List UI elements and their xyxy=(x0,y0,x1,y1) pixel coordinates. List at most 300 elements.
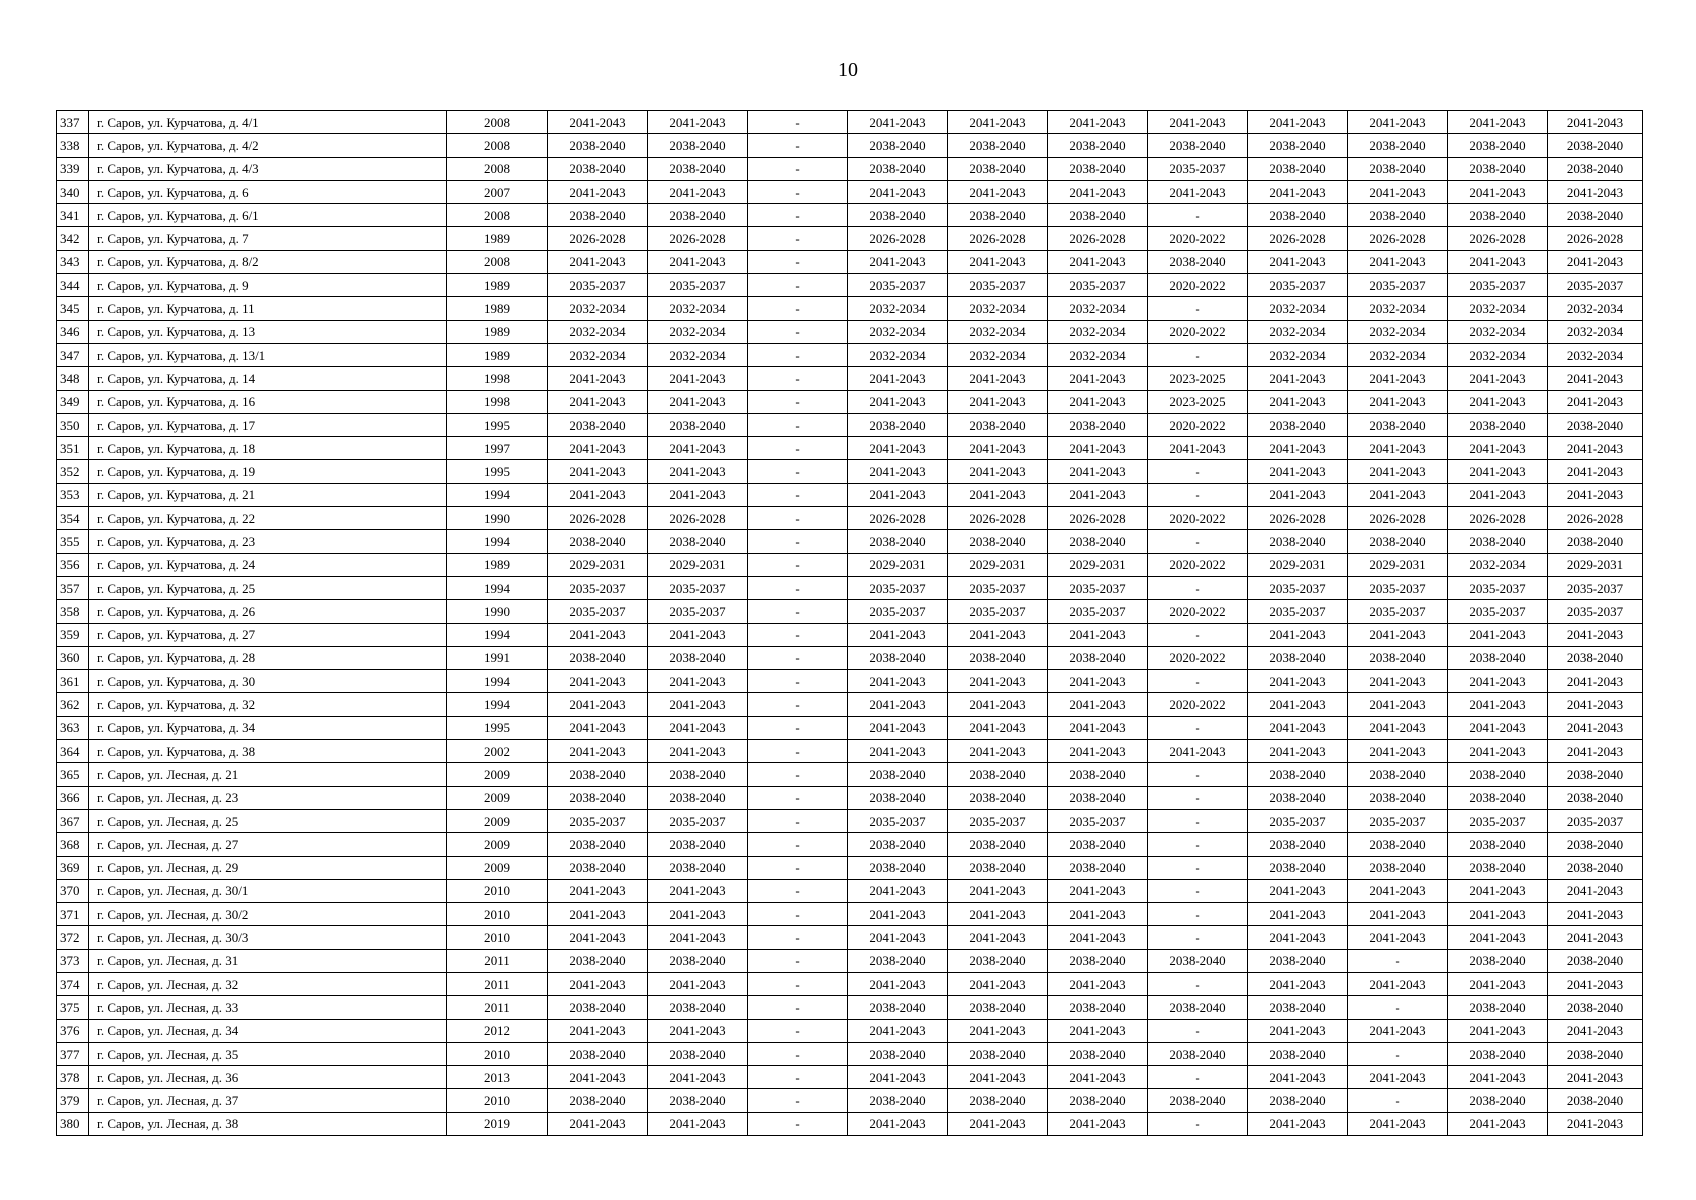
cell-col-3: - xyxy=(748,646,848,669)
cell-address: г. Саров, ул. Лесная, д. 23 xyxy=(89,786,447,809)
cell-col-9: 2038-2040 xyxy=(1348,157,1448,180)
cell-col-8: 2038-2040 xyxy=(1248,157,1348,180)
cell-col-11: 2041-2043 xyxy=(1548,1112,1643,1135)
cell-year: 1998 xyxy=(447,390,548,413)
cell-col-7: - xyxy=(1148,1112,1248,1135)
cell-address: г. Саров, ул. Курчатова, д. 6/1 xyxy=(89,204,447,227)
cell-col-6: 2038-2040 xyxy=(1048,646,1148,669)
table-row xyxy=(57,343,1643,366)
cell-address: г. Саров, ул. Курчатова, д. 23 xyxy=(89,530,447,553)
cell-col-6: 2035-2037 xyxy=(1048,274,1148,297)
cell-col-8: 2038-2040 xyxy=(1248,763,1348,786)
cell-col-11: 2038-2040 xyxy=(1548,1042,1643,1065)
cell-col-6: 2038-2040 xyxy=(1048,996,1148,1019)
cell-col-6: 2041-2043 xyxy=(1048,1019,1148,1042)
cell-col-6: 2029-2031 xyxy=(1048,553,1148,576)
table-row xyxy=(57,460,1643,483)
cell-col-11: 2041-2043 xyxy=(1548,1066,1643,1089)
cell-col-7: - xyxy=(1148,204,1248,227)
cell-row-number: 340 xyxy=(57,180,89,203)
cell-col-8: 2041-2043 xyxy=(1248,623,1348,646)
table-row xyxy=(57,483,1643,506)
cell-year: 1995 xyxy=(447,413,548,436)
table-row xyxy=(57,1089,1643,1112)
cell-col-7: - xyxy=(1148,716,1248,739)
table-row xyxy=(57,297,1643,320)
cell-col-8: 2038-2040 xyxy=(1248,1089,1348,1112)
cell-col-9: 2041-2043 xyxy=(1348,740,1448,763)
cell-col-4: 2035-2037 xyxy=(848,576,948,599)
cell-col-9: 2035-2037 xyxy=(1348,600,1448,623)
cell-col-9: 2038-2040 xyxy=(1348,763,1448,786)
cell-col-5: 2038-2040 xyxy=(948,833,1048,856)
cell-row-number: 351 xyxy=(57,437,89,460)
cell-address: г. Саров, ул. Курчатова, д. 17 xyxy=(89,413,447,436)
cell-year: 1995 xyxy=(447,716,548,739)
cell-year: 1994 xyxy=(447,483,548,506)
cell-col-1: 2038-2040 xyxy=(548,996,648,1019)
table-row xyxy=(57,809,1643,832)
cell-year: 1991 xyxy=(447,646,548,669)
cell-col-9: 2041-2043 xyxy=(1348,437,1448,460)
table-row xyxy=(57,111,1643,134)
cell-col-11: 2041-2043 xyxy=(1548,972,1643,995)
cell-col-7: - xyxy=(1148,856,1248,879)
cell-col-6: 2041-2043 xyxy=(1048,390,1148,413)
cell-col-8: 2041-2043 xyxy=(1248,879,1348,902)
cell-col-1: 2038-2040 xyxy=(548,856,648,879)
cell-row-number: 372 xyxy=(57,926,89,949)
table-row xyxy=(57,157,1643,180)
cell-col-1: 2041-2043 xyxy=(548,483,648,506)
cell-row-number: 360 xyxy=(57,646,89,669)
cell-col-6: 2038-2040 xyxy=(1048,833,1148,856)
cell-address: г. Саров, ул. Курчатова, д. 14 xyxy=(89,367,447,390)
cell-col-7: 2041-2043 xyxy=(1148,111,1248,134)
cell-row-number: 343 xyxy=(57,250,89,273)
cell-col-3: - xyxy=(748,134,848,157)
cell-col-4: 2038-2040 xyxy=(848,996,948,1019)
cell-col-11: 2041-2043 xyxy=(1548,250,1643,273)
cell-col-6: 2038-2040 xyxy=(1048,530,1148,553)
cell-col-5: 2041-2043 xyxy=(948,111,1048,134)
cell-col-3: - xyxy=(748,903,848,926)
cell-col-2: 2038-2040 xyxy=(648,1089,748,1112)
cell-col-8: 2041-2043 xyxy=(1248,437,1348,460)
cell-col-1: 2038-2040 xyxy=(548,833,648,856)
cell-col-8: 2041-2043 xyxy=(1248,1066,1348,1089)
table-row xyxy=(57,367,1643,390)
cell-col-4: 2041-2043 xyxy=(848,879,948,902)
cell-col-1: 2041-2043 xyxy=(548,250,648,273)
cell-col-3: - xyxy=(748,320,848,343)
cell-col-10: 2038-2040 xyxy=(1448,134,1548,157)
cell-col-6: 2038-2040 xyxy=(1048,1089,1148,1112)
cell-col-2: 2041-2043 xyxy=(648,367,748,390)
cell-col-1: 2038-2040 xyxy=(548,1042,648,1065)
cell-col-11: 2038-2040 xyxy=(1548,157,1643,180)
cell-col-11: 2041-2043 xyxy=(1548,926,1643,949)
cell-col-10: 2041-2043 xyxy=(1448,903,1548,926)
cell-col-2: 2041-2043 xyxy=(648,250,748,273)
cell-address: г. Саров, ул. Курчатова, д. 22 xyxy=(89,507,447,530)
cell-col-10: 2041-2043 xyxy=(1448,460,1548,483)
cell-col-6: 2038-2040 xyxy=(1048,1042,1148,1065)
cell-col-11: 2038-2040 xyxy=(1548,786,1643,809)
cell-col-1: 2038-2040 xyxy=(548,949,648,972)
cell-col-11: 2038-2040 xyxy=(1548,856,1643,879)
cell-col-11: 2038-2040 xyxy=(1548,204,1643,227)
cell-col-5: 2041-2043 xyxy=(948,180,1048,203)
cell-col-9: 2032-2034 xyxy=(1348,320,1448,343)
cell-col-3: - xyxy=(748,1066,848,1089)
cell-col-2: 2035-2037 xyxy=(648,600,748,623)
table-row xyxy=(57,716,1643,739)
cell-col-9: 2035-2037 xyxy=(1348,274,1448,297)
table-row xyxy=(57,949,1643,972)
cell-col-9: 2041-2043 xyxy=(1348,1019,1448,1042)
cell-col-6: 2041-2043 xyxy=(1048,1112,1148,1135)
cell-year: 2009 xyxy=(447,856,548,879)
cell-col-4: 2035-2037 xyxy=(848,274,948,297)
cell-col-7: 2023-2025 xyxy=(1148,390,1248,413)
cell-col-3: - xyxy=(748,576,848,599)
cell-col-5: 2038-2040 xyxy=(948,157,1048,180)
cell-year: 2008 xyxy=(447,204,548,227)
cell-col-1: 2041-2043 xyxy=(548,670,648,693)
cell-col-10: 2041-2043 xyxy=(1448,693,1548,716)
cell-col-5: 2038-2040 xyxy=(948,646,1048,669)
cell-col-1: 2041-2043 xyxy=(548,693,648,716)
table-row xyxy=(57,996,1643,1019)
cell-col-7: - xyxy=(1148,460,1248,483)
cell-col-2: 2032-2034 xyxy=(648,297,748,320)
cell-col-1: 2041-2043 xyxy=(548,180,648,203)
cell-col-6: 2041-2043 xyxy=(1048,367,1148,390)
cell-row-number: 363 xyxy=(57,716,89,739)
cell-col-2: 2038-2040 xyxy=(648,949,748,972)
cell-row-number: 367 xyxy=(57,809,89,832)
cell-address: г. Саров, ул. Курчатова, д. 18 xyxy=(89,437,447,460)
cell-year: 1994 xyxy=(447,623,548,646)
cell-col-1: 2026-2028 xyxy=(548,507,648,530)
cell-col-1: 2032-2034 xyxy=(548,297,648,320)
cell-col-2: 2041-2043 xyxy=(648,1019,748,1042)
cell-col-3: - xyxy=(748,670,848,693)
cell-year: 2009 xyxy=(447,763,548,786)
cell-year: 2019 xyxy=(447,1112,548,1135)
cell-address: г. Саров, ул. Лесная, д. 25 xyxy=(89,809,447,832)
cell-col-4: 2026-2028 xyxy=(848,507,948,530)
cell-row-number: 353 xyxy=(57,483,89,506)
cell-col-2: 2041-2043 xyxy=(648,1112,748,1135)
cell-col-7: - xyxy=(1148,343,1248,366)
cell-row-number: 366 xyxy=(57,786,89,809)
cell-address: г. Саров, ул. Лесная, д. 30/2 xyxy=(89,903,447,926)
cell-col-7: - xyxy=(1148,809,1248,832)
cell-col-5: 2041-2043 xyxy=(948,716,1048,739)
cell-col-2: 2041-2043 xyxy=(648,623,748,646)
cell-col-5: 2041-2043 xyxy=(948,460,1048,483)
cell-year: 2009 xyxy=(447,833,548,856)
cell-col-1: 2038-2040 xyxy=(548,763,648,786)
cell-col-3: - xyxy=(748,740,848,763)
cell-col-4: 2041-2043 xyxy=(848,1019,948,1042)
cell-col-9: 2041-2043 xyxy=(1348,879,1448,902)
cell-col-8: 2041-2043 xyxy=(1248,367,1348,390)
cell-col-9: 2038-2040 xyxy=(1348,413,1448,436)
cell-row-number: 358 xyxy=(57,600,89,623)
cell-col-10: 2026-2028 xyxy=(1448,227,1548,250)
cell-col-5: 2041-2043 xyxy=(948,693,1048,716)
cell-col-6: 2041-2043 xyxy=(1048,879,1148,902)
cell-col-3: - xyxy=(748,111,848,134)
cell-col-10: 2038-2040 xyxy=(1448,856,1548,879)
cell-col-4: 2041-2043 xyxy=(848,1112,948,1135)
data-table xyxy=(56,110,1643,1136)
cell-col-6: 2038-2040 xyxy=(1048,157,1148,180)
cell-col-10: 2041-2043 xyxy=(1448,1112,1548,1135)
cell-col-7: 2038-2040 xyxy=(1148,134,1248,157)
cell-address: г. Саров, ул. Лесная, д. 31 xyxy=(89,949,447,972)
cell-col-5: 2038-2040 xyxy=(948,763,1048,786)
cell-col-2: 2038-2040 xyxy=(648,763,748,786)
cell-col-8: 2041-2043 xyxy=(1248,250,1348,273)
cell-address: г. Саров, ул. Лесная, д. 38 xyxy=(89,1112,447,1135)
cell-row-number: 359 xyxy=(57,623,89,646)
cell-address: г. Саров, ул. Лесная, д. 29 xyxy=(89,856,447,879)
table-row xyxy=(57,1019,1643,1042)
cell-row-number: 377 xyxy=(57,1042,89,1065)
cell-col-3: - xyxy=(748,879,848,902)
table-row xyxy=(57,600,1643,623)
cell-col-10: 2038-2040 xyxy=(1448,833,1548,856)
cell-col-11: 2041-2043 xyxy=(1548,460,1643,483)
cell-col-10: 2026-2028 xyxy=(1448,507,1548,530)
cell-col-11: 2041-2043 xyxy=(1548,437,1643,460)
cell-row-number: 337 xyxy=(57,111,89,134)
cell-col-2: 2038-2040 xyxy=(648,996,748,1019)
cell-col-6: 2038-2040 xyxy=(1048,786,1148,809)
cell-col-8: 2029-2031 xyxy=(1248,553,1348,576)
cell-col-8: 2032-2034 xyxy=(1248,320,1348,343)
cell-col-1: 2038-2040 xyxy=(548,1089,648,1112)
cell-col-2: 2041-2043 xyxy=(648,180,748,203)
cell-year: 2007 xyxy=(447,180,548,203)
table-row xyxy=(57,576,1643,599)
cell-col-4: 2041-2043 xyxy=(848,367,948,390)
cell-col-10: 2041-2043 xyxy=(1448,483,1548,506)
cell-col-6: 2041-2043 xyxy=(1048,740,1148,763)
cell-col-1: 2041-2043 xyxy=(548,740,648,763)
cell-row-number: 374 xyxy=(57,972,89,995)
cell-col-6: 2041-2043 xyxy=(1048,250,1148,273)
cell-col-6: 2032-2034 xyxy=(1048,343,1148,366)
cell-col-4: 2041-2043 xyxy=(848,111,948,134)
table-row xyxy=(57,250,1643,273)
cell-col-9: 2041-2043 xyxy=(1348,903,1448,926)
table-row xyxy=(57,903,1643,926)
cell-col-8: 2038-2040 xyxy=(1248,949,1348,972)
cell-col-2: 2026-2028 xyxy=(648,507,748,530)
cell-col-10: 2035-2037 xyxy=(1448,274,1548,297)
cell-col-7: - xyxy=(1148,926,1248,949)
cell-col-7: - xyxy=(1148,879,1248,902)
cell-col-2: 2038-2040 xyxy=(648,134,748,157)
cell-col-7: 2020-2022 xyxy=(1148,320,1248,343)
cell-col-8: 2032-2034 xyxy=(1248,297,1348,320)
cell-year: 2011 xyxy=(447,972,548,995)
cell-col-2: 2038-2040 xyxy=(648,157,748,180)
cell-row-number: 342 xyxy=(57,227,89,250)
cell-col-6: 2035-2037 xyxy=(1048,600,1148,623)
cell-col-1: 2041-2043 xyxy=(548,903,648,926)
cell-year: 2010 xyxy=(447,926,548,949)
cell-col-7: 2020-2022 xyxy=(1148,413,1248,436)
cell-col-3: - xyxy=(748,180,848,203)
cell-col-4: 2038-2040 xyxy=(848,134,948,157)
cell-col-7: 2041-2043 xyxy=(1148,180,1248,203)
cell-col-8: 2041-2043 xyxy=(1248,111,1348,134)
cell-col-5: 2038-2040 xyxy=(948,1042,1048,1065)
cell-col-4: 2041-2043 xyxy=(848,1066,948,1089)
cell-col-1: 2041-2043 xyxy=(548,926,648,949)
cell-row-number: 369 xyxy=(57,856,89,879)
cell-address: г. Саров, ул. Курчатова, д. 8/2 xyxy=(89,250,447,273)
cell-col-6: 2038-2040 xyxy=(1048,134,1148,157)
cell-col-4: 2041-2043 xyxy=(848,740,948,763)
cell-col-9: 2041-2043 xyxy=(1348,460,1448,483)
cell-col-8: 2038-2040 xyxy=(1248,996,1348,1019)
cell-col-2: 2032-2034 xyxy=(648,343,748,366)
cell-col-7: - xyxy=(1148,670,1248,693)
cell-col-4: 2032-2034 xyxy=(848,343,948,366)
cell-col-10: 2038-2040 xyxy=(1448,204,1548,227)
cell-row-number: 338 xyxy=(57,134,89,157)
cell-row-number: 349 xyxy=(57,390,89,413)
cell-col-8: 2041-2043 xyxy=(1248,460,1348,483)
cell-col-8: 2026-2028 xyxy=(1248,227,1348,250)
cell-col-1: 2038-2040 xyxy=(548,134,648,157)
cell-col-10: 2041-2043 xyxy=(1448,716,1548,739)
cell-col-5: 2041-2043 xyxy=(948,1066,1048,1089)
cell-col-1: 2038-2040 xyxy=(548,413,648,436)
cell-col-4: 2038-2040 xyxy=(848,530,948,553)
cell-col-11: 2041-2043 xyxy=(1548,716,1643,739)
cell-address: г. Саров, ул. Лесная, д. 34 xyxy=(89,1019,447,1042)
cell-year: 2011 xyxy=(447,996,548,1019)
cell-col-10: 2041-2043 xyxy=(1448,367,1548,390)
cell-col-2: 2041-2043 xyxy=(648,903,748,926)
cell-col-5: 2035-2037 xyxy=(948,576,1048,599)
cell-col-2: 2041-2043 xyxy=(648,1066,748,1089)
cell-col-8: 2041-2043 xyxy=(1248,926,1348,949)
cell-address: г. Саров, ул. Курчатова, д. 16 xyxy=(89,390,447,413)
table-row xyxy=(57,693,1643,716)
cell-col-10: 2041-2043 xyxy=(1448,111,1548,134)
table-row xyxy=(57,134,1643,157)
cell-col-5: 2038-2040 xyxy=(948,204,1048,227)
cell-address: г. Саров, ул. Курчатова, д. 30 xyxy=(89,670,447,693)
cell-col-5: 2026-2028 xyxy=(948,227,1048,250)
cell-row-number: 365 xyxy=(57,763,89,786)
cell-col-3: - xyxy=(748,833,848,856)
cell-col-6: 2038-2040 xyxy=(1048,763,1148,786)
cell-col-3: - xyxy=(748,949,848,972)
cell-col-10: 2041-2043 xyxy=(1448,250,1548,273)
cell-col-6: 2041-2043 xyxy=(1048,972,1148,995)
cell-col-7: 2020-2022 xyxy=(1148,553,1248,576)
cell-col-10: 2038-2040 xyxy=(1448,949,1548,972)
cell-col-11: 2038-2040 xyxy=(1548,833,1643,856)
cell-col-8: 2026-2028 xyxy=(1248,507,1348,530)
cell-col-7: 2038-2040 xyxy=(1148,996,1248,1019)
cell-col-11: 2026-2028 xyxy=(1548,227,1643,250)
cell-col-4: 2026-2028 xyxy=(848,227,948,250)
table-row xyxy=(57,274,1643,297)
cell-col-10: 2041-2043 xyxy=(1448,623,1548,646)
cell-col-1: 2041-2043 xyxy=(548,1112,648,1135)
cell-col-10: 2041-2043 xyxy=(1448,180,1548,203)
cell-col-9: 2032-2034 xyxy=(1348,343,1448,366)
cell-col-6: 2041-2043 xyxy=(1048,903,1148,926)
cell-col-11: 2041-2043 xyxy=(1548,670,1643,693)
cell-col-2: 2041-2043 xyxy=(648,693,748,716)
cell-address: г. Саров, ул. Курчатова, д. 4/3 xyxy=(89,157,447,180)
cell-address: г. Саров, ул. Лесная, д. 21 xyxy=(89,763,447,786)
cell-col-5: 2035-2037 xyxy=(948,600,1048,623)
cell-row-number: 362 xyxy=(57,693,89,716)
cell-col-4: 2041-2043 xyxy=(848,180,948,203)
cell-address: г. Саров, ул. Курчатова, д. 24 xyxy=(89,553,447,576)
cell-col-11: 2041-2043 xyxy=(1548,879,1643,902)
cell-col-6: 2038-2040 xyxy=(1048,949,1148,972)
cell-col-10: 2035-2037 xyxy=(1448,600,1548,623)
cell-col-8: 2041-2043 xyxy=(1248,1112,1348,1135)
cell-year: 2010 xyxy=(447,879,548,902)
cell-col-3: - xyxy=(748,274,848,297)
cell-col-5: 2041-2043 xyxy=(948,879,1048,902)
cell-col-2: 2038-2040 xyxy=(648,1042,748,1065)
cell-col-9: - xyxy=(1348,996,1448,1019)
cell-col-5: 2041-2043 xyxy=(948,1019,1048,1042)
cell-col-11: 2035-2037 xyxy=(1548,809,1643,832)
cell-col-4: 2041-2043 xyxy=(848,693,948,716)
cell-col-11: 2026-2028 xyxy=(1548,507,1643,530)
cell-address: г. Саров, ул. Курчатова, д. 28 xyxy=(89,646,447,669)
cell-col-11: 2038-2040 xyxy=(1548,530,1643,553)
cell-year: 2013 xyxy=(447,1066,548,1089)
table-row xyxy=(57,763,1643,786)
cell-col-4: 2038-2040 xyxy=(848,786,948,809)
cell-year: 1989 xyxy=(447,274,548,297)
cell-col-3: - xyxy=(748,972,848,995)
cell-col-1: 2035-2037 xyxy=(548,600,648,623)
cell-col-8: 2038-2040 xyxy=(1248,134,1348,157)
cell-col-9: 2029-2031 xyxy=(1348,553,1448,576)
cell-col-6: 2041-2043 xyxy=(1048,111,1148,134)
cell-row-number: 378 xyxy=(57,1066,89,1089)
cell-col-11: 2041-2043 xyxy=(1548,111,1643,134)
cell-col-7: - xyxy=(1148,1019,1248,1042)
cell-address: г. Саров, ул. Курчатова, д. 27 xyxy=(89,623,447,646)
cell-col-6: 2035-2037 xyxy=(1048,576,1148,599)
cell-row-number: 364 xyxy=(57,740,89,763)
cell-col-9: 2041-2043 xyxy=(1348,390,1448,413)
cell-col-9: 2038-2040 xyxy=(1348,856,1448,879)
cell-col-1: 2035-2037 xyxy=(548,809,648,832)
cell-col-3: - xyxy=(748,600,848,623)
